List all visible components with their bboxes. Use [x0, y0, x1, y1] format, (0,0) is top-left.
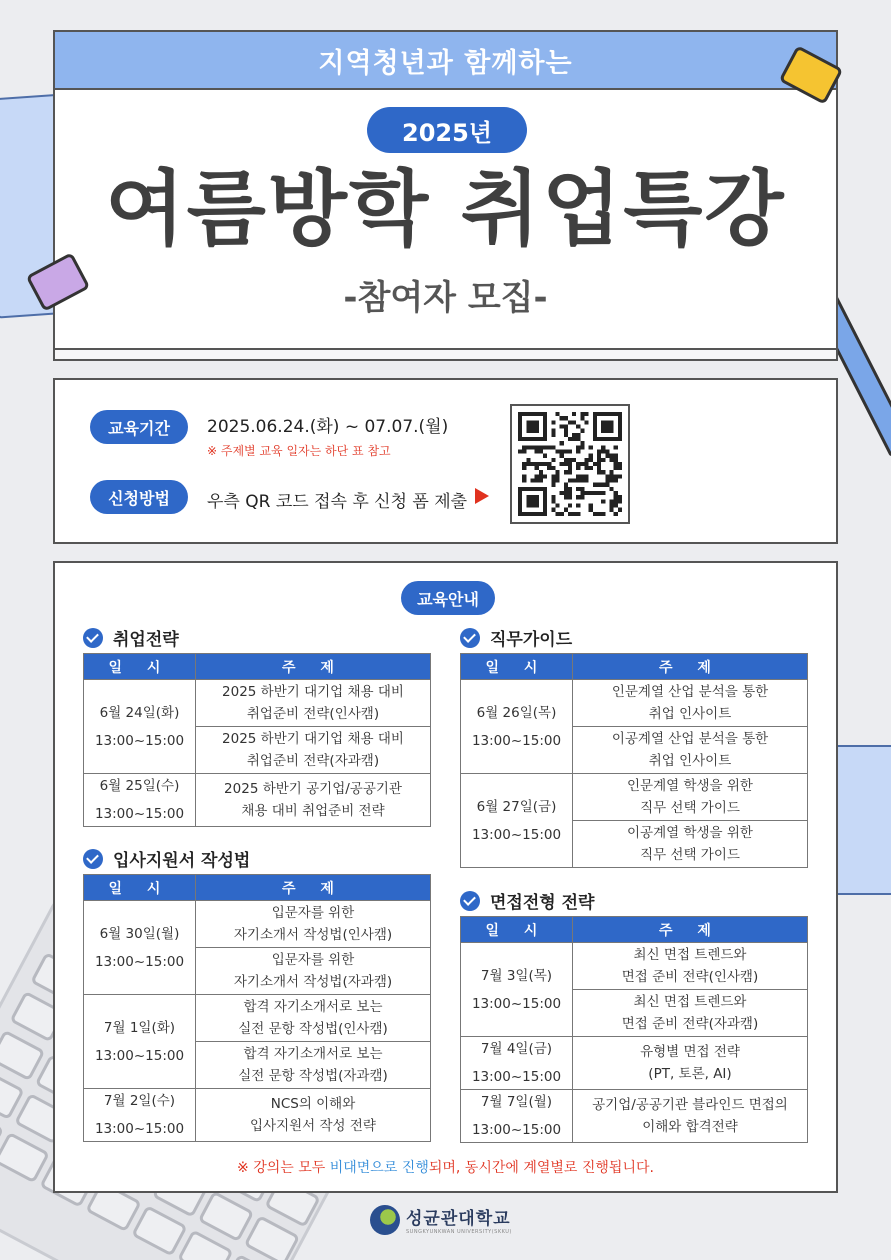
period-value: 2025.06.24.(화) ~ 07.07.(월)	[207, 417, 449, 437]
education-guide-card	[53, 561, 838, 1193]
session-topic	[196, 774, 431, 827]
session-topic-line: 면접 준비 전략(인사캠)	[621, 969, 759, 985]
session-topic-line: 최신 면접 트렌드와	[633, 994, 747, 1010]
schedule-table	[460, 653, 808, 868]
section-title	[83, 846, 250, 871]
session-topic-line: 면접 준비 전략(자과캠)	[621, 1016, 759, 1032]
session-time: 13:00~15:00	[471, 826, 562, 843]
check-circle-icon	[83, 628, 103, 648]
session-topic	[573, 990, 808, 1037]
session-date: 7월 2일(수)	[103, 1093, 176, 1109]
session-datetime	[84, 995, 196, 1089]
table-row	[461, 1037, 808, 1090]
footnote-text: ※ 강의는 모두	[237, 1160, 330, 1176]
session-topic-line: 자기소개서 작성법(자과캠)	[233, 974, 393, 990]
session-time: 13:00~15:00	[471, 732, 562, 749]
table-row	[84, 1089, 431, 1142]
session-topic-line: 2025 하반기 대기업 채용 대비	[222, 684, 404, 700]
section-title-label: 입사지원서 작성법	[113, 851, 251, 871]
period-note: ※ 주제별 교육 일자는 하단 표 참고	[207, 444, 391, 458]
check-circle-icon	[460, 891, 480, 911]
session-date: 7월 4일(금)	[480, 1041, 553, 1057]
session-topic-line: 취업 인사이트	[648, 706, 732, 722]
session-topic	[573, 943, 808, 990]
session-topic-line: 최신 면접 트렌드와	[633, 947, 747, 963]
page-subtitle: -참여자 모집-	[343, 278, 548, 318]
session-date: 6월 27일(금)	[476, 798, 557, 815]
session-topic-line: 취업준비 전략(인사캠)	[246, 706, 380, 722]
session-date: 6월 25일(수)	[99, 778, 180, 794]
session-date: 6월 30일(월)	[99, 925, 180, 942]
section-title-label: 면접전형 전략	[490, 893, 595, 913]
session-date: 6월 24일(화)	[99, 704, 180, 721]
column-header-date: 일 시	[461, 917, 573, 943]
keyboard-key	[131, 1205, 188, 1257]
session-date: 7월 1일(화)	[103, 1019, 176, 1036]
session-topic	[573, 821, 808, 868]
session-datetime	[461, 680, 573, 774]
session-topic-line: 직무 선택 가이드	[640, 847, 740, 863]
session-topic-line: 인문계열 산업 분석을 통한	[611, 684, 769, 700]
session-topic-line: NCS의 이해와	[270, 1096, 356, 1112]
session-topic	[196, 995, 431, 1042]
column-header-topic: 주 제	[573, 917, 808, 943]
qr-code-icon	[518, 412, 622, 516]
section-title	[460, 888, 594, 913]
session-datetime	[461, 1090, 573, 1143]
section-title	[460, 625, 572, 650]
guide-label: 교육안내	[401, 581, 495, 615]
session-topic-line: 취업 인사이트	[648, 753, 732, 769]
session-time: 13:00~15:00	[94, 1047, 185, 1064]
table-row	[84, 774, 431, 827]
session-topic-line: 직무 선택 가이드	[640, 800, 740, 816]
session-topic-line: 실전 문항 작성법(자과캠)	[238, 1068, 388, 1084]
session-time: 13:00~15:00	[471, 995, 562, 1012]
column-header-date: 일 시	[461, 654, 573, 680]
column-header-topic: 주 제	[196, 875, 431, 901]
column-header-date: 일 시	[84, 654, 196, 680]
session-topic	[196, 1089, 431, 1142]
session-topic-line: 이공계열 학생을 위한	[627, 825, 753, 841]
session-time: 13:00~15:00	[94, 953, 185, 970]
check-circle-icon	[460, 628, 480, 648]
session-topic-line: 합격 자기소개서로 보는	[243, 1046, 383, 1062]
session-date: 6월 26일(목)	[476, 704, 557, 721]
session-topic-line: 공기업/공공기관 블라인드 면접의	[592, 1097, 788, 1113]
session-datetime	[84, 901, 196, 995]
session-topic	[573, 680, 808, 727]
university-logo	[370, 1204, 512, 1235]
schedule-table	[460, 916, 808, 1143]
header-card	[53, 30, 838, 350]
session-topic-line: 이해와 합격전략	[642, 1119, 738, 1135]
session-time: 13:00~15:00	[94, 806, 185, 822]
session-topic-line: (PT, 토론, AI)	[648, 1066, 732, 1082]
session-time: 13:00~15:00	[471, 1122, 562, 1138]
session-topic	[196, 901, 431, 948]
table-row	[461, 680, 808, 727]
table-row	[84, 995, 431, 1042]
session-datetime	[84, 1089, 196, 1142]
apply-value: 우측 QR 코드 접속 후 신청 폼 제출	[207, 492, 468, 512]
table-row	[461, 774, 808, 821]
session-topic-line: 입사지원서 작성 전략	[250, 1118, 376, 1134]
period-label: 교육기간	[90, 410, 188, 444]
session-datetime	[461, 774, 573, 868]
session-topic	[196, 1042, 431, 1089]
schedule-table	[83, 874, 431, 1142]
session-topic-line: 합격 자기소개서로 보는	[243, 999, 383, 1015]
table-row	[461, 943, 808, 990]
session-topic-line: 인문계열 학생을 위한	[627, 778, 753, 794]
session-topic	[573, 1090, 808, 1143]
page-title: 여름방학 취업특강	[105, 162, 786, 257]
session-topic	[196, 727, 431, 774]
session-topic	[573, 774, 808, 821]
footnote-highlight: 비대면으로 진행	[329, 1160, 429, 1176]
session-time: 13:00~15:00	[94, 732, 185, 749]
session-topic	[573, 727, 808, 774]
session-time: 13:00~15:00	[94, 1121, 185, 1137]
footnote	[55, 1157, 836, 1177]
header-band: 지역청년과 함께하는	[55, 32, 836, 90]
column-header-date: 일 시	[84, 875, 196, 901]
check-circle-icon	[83, 849, 103, 869]
column-header-topic: 주 제	[196, 654, 431, 680]
session-datetime	[84, 680, 196, 774]
logo-name: 성균관대학교	[406, 1209, 511, 1229]
table-row	[461, 1090, 808, 1143]
keyboard-key	[0, 1132, 50, 1184]
session-time: 13:00~15:00	[471, 1069, 562, 1085]
session-datetime	[84, 774, 196, 827]
university-emblem-icon	[370, 1205, 400, 1235]
session-topic-line: 입문자를 위한	[271, 952, 355, 968]
session-topic	[573, 1037, 808, 1090]
session-datetime	[461, 1037, 573, 1090]
session-datetime	[461, 943, 573, 1037]
keyboard-key	[244, 1215, 301, 1260]
session-topic-line: 유형별 면접 전략	[640, 1044, 740, 1060]
column-header-topic: 주 제	[573, 654, 808, 680]
session-topic-line: 2025 하반기 공기업/공공기관	[224, 781, 402, 797]
session-topic-line: 자기소개서 작성법(인사캠)	[233, 927, 393, 943]
session-topic	[196, 680, 431, 727]
session-topic-line: 채용 대비 취업준비 전략	[241, 803, 385, 819]
section-title	[83, 625, 179, 650]
session-topic-line: 입문자를 위한	[271, 905, 355, 921]
keyboard-key	[198, 1191, 255, 1243]
logo-subtitle: SUNGKYUNKWAN UNIVERSITY(SKKU)	[406, 1229, 512, 1235]
info-card	[53, 378, 838, 544]
session-topic	[196, 948, 431, 995]
apply-label: 신청방법	[90, 480, 188, 514]
footnote-text: 되며, 동시간에 계열별로 진행됩니다.	[428, 1160, 654, 1176]
table-row	[84, 901, 431, 948]
session-topic-line: 2025 하반기 대기업 채용 대비	[222, 731, 404, 747]
arrow-right-icon	[475, 488, 489, 504]
session-topic-line: 실전 문항 작성법(인사캠)	[238, 1021, 388, 1037]
qr-code[interactable]	[510, 404, 630, 524]
table-row	[84, 680, 431, 727]
session-topic-line: 이공계열 산업 분석을 통한	[611, 731, 769, 747]
session-topic-line: 취업준비 전략(자과캠)	[246, 753, 380, 769]
section-title-label: 직무가이드	[490, 630, 573, 650]
session-date: 7월 7일(월)	[480, 1094, 553, 1110]
keyboard-key	[0, 1030, 45, 1082]
schedule-table	[83, 653, 431, 827]
section-title-label: 취업전략	[113, 630, 179, 650]
year-badge: 2025년	[367, 107, 527, 153]
session-date: 7월 3일(목)	[480, 967, 553, 984]
